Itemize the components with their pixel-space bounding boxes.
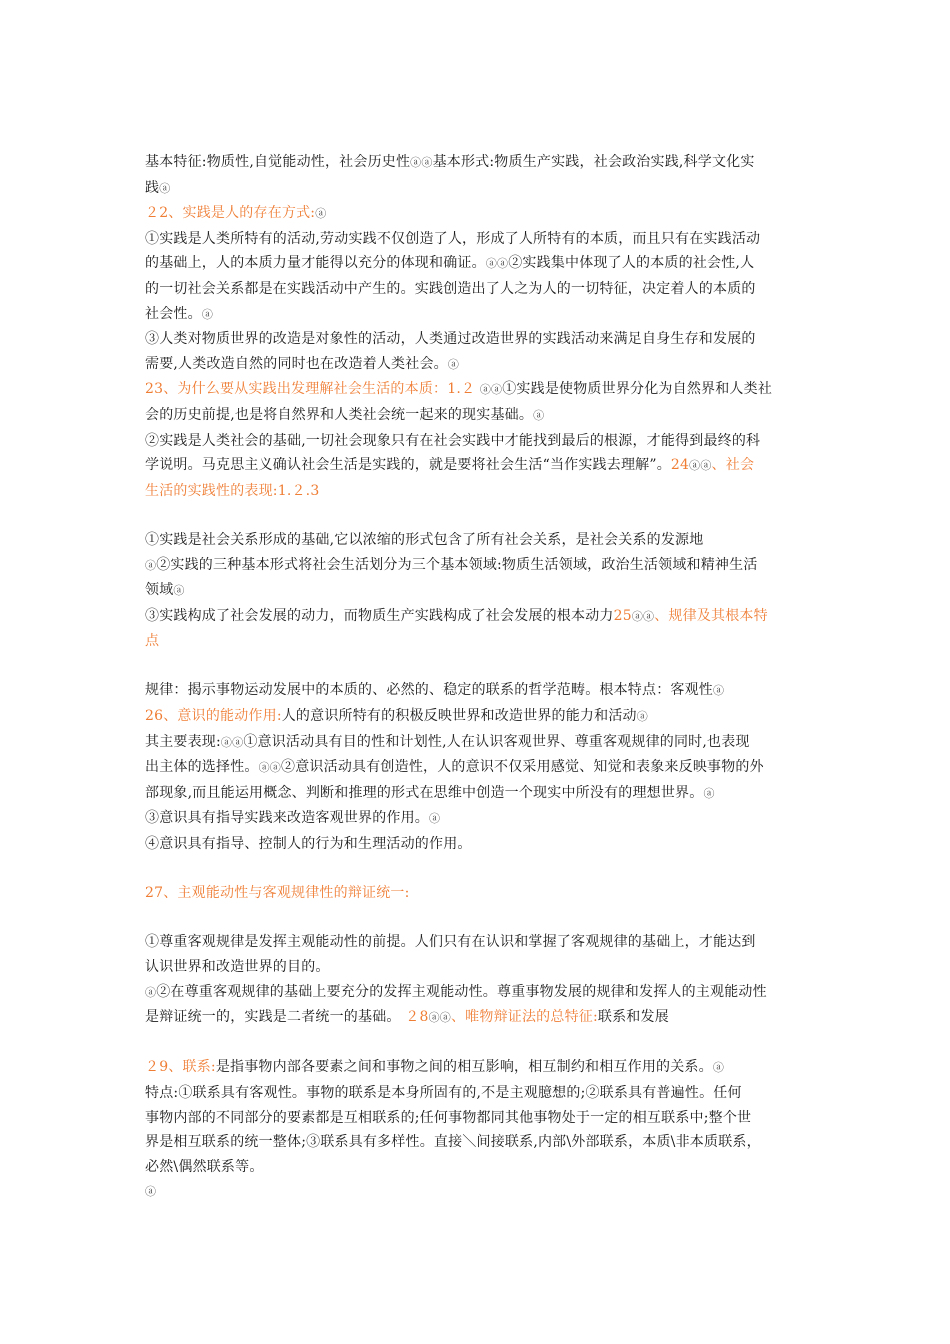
text-line: 必然\偶然联系等。: [145, 1158, 264, 1175]
paragraph-24-1: [145, 528, 810, 654]
section-heading: ２2、实践是人的存在方式:: [145, 205, 316, 222]
text-line: 部现象,而且能运用概念、判断和推理的形式在思维中创造一个现实中所没有的理想世界。: [145, 784, 704, 801]
text-line: 出主体的选择性。: [145, 759, 259, 776]
paragraph-mark: ⓐⓐ: [631, 609, 655, 623]
text-line: ②在尊重客观规律的基础上要充分的发挥主观能动性。尊重事物发展的规律和发挥人的主观能动性: [156, 983, 767, 1000]
text-line: ④意识具有指导、控制人的行为和生理活动的作用。: [145, 836, 472, 853]
paragraph-22-1: [145, 227, 810, 327]
paragraph-mark: ⓐ: [533, 408, 545, 422]
paragraph-mark: ⓐ: [145, 985, 157, 999]
text-line: 的基础上，人的本质力量才能得以充分的体现和确证。: [145, 255, 486, 272]
paragraph-mark: ⓐⓐ: [485, 257, 509, 271]
section-number: 24: [670, 457, 690, 474]
text-line: 社会性。: [145, 305, 202, 322]
text-line: 是指事物内部各要素之间和事物之间的相互影响，相互制约和相互作用的关系。: [215, 1059, 713, 1076]
text-line: ②意识活动具有创造性，人的意识不仅采用感觉、知觉和表象来反映事物的外: [281, 759, 764, 776]
text-line: 规律：揭示事物运动发展中的本质的、必然的、稳定的联系的哲学范畴。根本特点：客观性: [145, 682, 713, 699]
text-line: 基本形式:物质生产实践，社会政治实践,科学文化实: [432, 154, 755, 170]
text-line: ③人类对物质世界的改造是对象性的活动，人类通过改造世界的实践活动来满足自身生存和发展的: [145, 331, 756, 348]
text-line: 是辩证统一的，实践是二者统一的基础。: [145, 1009, 401, 1026]
text-line: ②实践的三种基本形式将社会生活划分为三个基本领域:物质生活领域，政治生活领域和精神生活: [156, 556, 758, 573]
text-line: ①尊重客观规律是发挥主观能动性的前提。人们只有在认识和掌握了客观规律的基础上，才能达到: [145, 934, 756, 951]
heading-23: [145, 377, 810, 428]
paragraph-mark: ⓐ: [173, 584, 185, 598]
heading-22: [145, 201, 810, 227]
paragraph-mark: ⓐⓐ: [220, 735, 244, 749]
text-line: ②实践集中体现了人的本质的社会性,人: [508, 255, 755, 272]
text-line: ③意识具有指导实践来改造客观世界的作用。: [145, 810, 429, 827]
blank-line: [145, 906, 810, 931]
section-heading: 、规律及其根本特: [654, 607, 768, 624]
blank-line: [145, 503, 810, 528]
section-heading: 26、意识的能动作用:: [145, 708, 282, 725]
paragraph-mark: ⓐ: [429, 812, 441, 826]
paragraph-mark: ⓐ: [712, 1061, 725, 1075]
text-line: 联系和发展: [597, 1009, 669, 1026]
trailing-mark: [145, 1179, 810, 1205]
document-body: [145, 150, 810, 1205]
text-line: ②实践是人类社会的基础,一切社会现象只有在社会实践中才能找到最后的根源，才能得到最终的科: [145, 432, 761, 449]
paragraph-26-1: [145, 730, 810, 857]
text-line: 领域: [145, 582, 174, 599]
paragraph-mark: ⓐ: [159, 181, 171, 195]
paragraph-25: [145, 678, 810, 704]
paragraph-mark: ⓐⓐ: [258, 761, 282, 775]
text-line: 基本特征:物质性,自觉能动性，社会历史性: [145, 154, 411, 170]
text-line: ①实践是社会关系形成的基础,它以浓缩的形式包含了所有社会关系，是社会关系的发源地: [145, 531, 704, 548]
section-heading: ２9、联系:: [145, 1059, 216, 1076]
paragraph-mark: ⓐ: [145, 558, 157, 572]
section-heading: 23、为什么要从实践出发理解社会生活的本质：1.２: [145, 381, 476, 398]
paragraph-mark: ⓐ: [145, 1185, 157, 1199]
paragraph-mark: ⓐ: [315, 207, 327, 221]
paragraph-mark: ⓐⓐ: [479, 383, 503, 397]
section-number: ２8: [405, 1009, 429, 1026]
section-heading: 、社会: [711, 457, 755, 474]
section-heading: 27、主观能动性与客观规律性的辩证统一:: [145, 885, 410, 902]
text-line: 其主要表现:: [145, 733, 221, 750]
paragraph-mark: ⓐ: [447, 357, 460, 371]
text-line: 人的意识所特有的积极反映世界和改造世界的能力和活动: [281, 708, 637, 725]
text-line: 特点:①联系具有客观性。事物的联系是本身所固有的,不是主观臆想的;②联系具有普遍性。任何: [145, 1084, 742, 1101]
text-line: ①意识活动具有目的性和计划性,人在认识客观世界、尊重客观规律的同时,也表现: [243, 733, 750, 750]
text-line: ①实践是人类所特有的活动,劳动实践不仅创造了人，形成了人所特有的本质，而且只有在实践活动: [145, 230, 761, 247]
text-line: 会的历史前提,也是将自然界和人类社会统一起来的现实基础。: [145, 406, 534, 423]
heading-26: [145, 704, 810, 730]
text-line: ③实践构成了社会发展的动力，而物质生产实践构成了社会发展的根本动力: [145, 607, 614, 624]
blank-line: [145, 857, 810, 882]
text-line: ①实践是使物质世界分化为自然界和人类社: [502, 381, 773, 398]
section-heading: 、唯物辩证法的总特征:: [450, 1009, 598, 1026]
paragraph-mark: ⓐⓐ: [689, 459, 712, 473]
paragraph-practice-features: [145, 150, 810, 201]
paragraph-mark: ⓐ: [713, 684, 725, 698]
paragraph-mark: ⓐⓐ: [410, 156, 433, 169]
paragraph-27-1: [145, 930, 810, 1030]
section-heading: 点: [145, 633, 160, 650]
heading-27: [145, 881, 810, 906]
text-line: 事物内部的不同部分的要素都是互相联系的;任何事物都同其他事物处于一定的相互联系中;整个世: [145, 1109, 752, 1126]
paragraph-mark: ⓐ: [703, 786, 715, 800]
text-line: 践: [145, 179, 160, 196]
paragraph-29-1: [145, 1081, 810, 1179]
text-line: 界是相互联系的统一整体;③联系具有多样性。直接＼间接联系,内部\外部联系，本质\非本质联系，: [145, 1134, 761, 1151]
paragraph-mark: ⓐ: [201, 307, 214, 321]
text-line: 学说明。马克思主义确认社会生活是实践的，就是要将社会生活“当作实践去理解”。: [145, 457, 671, 474]
text-line: 的一切社会关系都是在实践活动中产生的。实践创造出了人之为人的一切特征，决定着人的本质的: [145, 280, 756, 297]
text-line: 需要,人类改造自然的同时也在改造着人类社会。: [145, 355, 448, 372]
paragraph-mark: ⓐⓐ: [428, 1011, 451, 1025]
section-heading: 生活的实践性的表现:1.２.3: [145, 482, 320, 499]
text-line: 认识世界和改造世界的目的。: [145, 959, 330, 975]
blank-line: [145, 1031, 810, 1056]
section-number: 25: [613, 607, 632, 624]
blank-line: [145, 654, 810, 679]
heading-29: [145, 1055, 810, 1081]
paragraph-23-2: [145, 429, 810, 504]
paragraph-mark: ⓐ: [636, 710, 648, 724]
paragraph-22-3: [145, 327, 810, 377]
